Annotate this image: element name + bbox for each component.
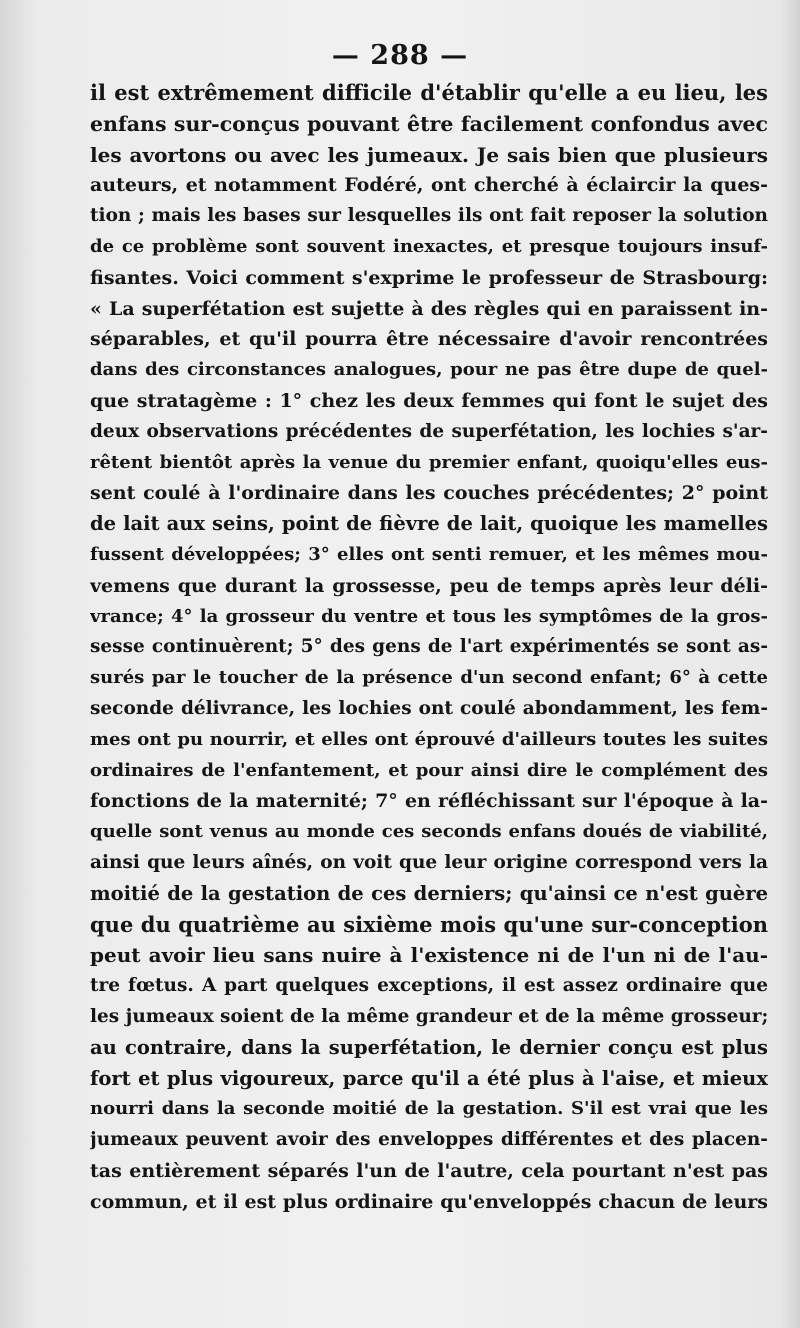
text-line: seconde délivrance, les lochies ont coulé abondamment, les fem- xyxy=(90,697,768,719)
text-line: jumeaux peuvent avoir des enveloppes différentes et des placen- xyxy=(90,1129,768,1151)
body-text xyxy=(90,78,768,1217)
text-line: ordinaires de l'enfantement, et pour ainsi dire le complément des xyxy=(90,759,768,781)
text-line: tas entièrement séparés l'un de l'autre, cela pourtant n'est pas xyxy=(90,1159,768,1182)
text-line: commun, et il est plus ordinaire qu'enveloppés chacun de leurs xyxy=(90,1190,768,1213)
text-line: les jumeaux soient de la même grandeur et de la même grosseur; xyxy=(90,1005,768,1027)
text-line: peut avoir lieu sans nuire à l'existence ni de l'un ni de l'au- xyxy=(90,943,768,968)
text-line: deux observations précédentes de superfétation, les lochies s'ar- xyxy=(90,420,768,442)
text-line: que stratagème : 1° chez les deux femmes qui font le sujet des xyxy=(90,389,768,412)
text-line: séparables, et qu'il pourra être nécessaire d'avoir rencontrées xyxy=(90,328,768,351)
text-line: que du quatrième au sixième mois qu'une sur-conception xyxy=(90,911,768,937)
text-line: « La superfétation est sujette à des règles qui en paraissent in- xyxy=(90,297,768,320)
text-line: moitié de la gestation de ces derniers; qu'ainsi ce n'est guère xyxy=(90,881,768,905)
text-line: sent coulé à l'ordinaire dans les couches précédentes; 2° point xyxy=(90,482,768,505)
text-line: mes ont pu nourrir, et elles ont éprouvé d'ailleurs toutes les suites xyxy=(90,728,768,750)
text-line: fussent développées; 3° elles ont senti remuer, et les mêmes mou- xyxy=(90,543,768,565)
text-line: quelle sont venus au monde ces seconds enfans doués de viabilité, xyxy=(90,821,768,843)
text-line: rêtent bientôt après la venue du premier enfant, quoiqu'elles eus- xyxy=(90,451,768,473)
text-line: nourri dans la seconde moitié de la gestation. S'il est vrai que les xyxy=(90,1098,768,1120)
text-line: surés par le toucher de la présence d'un second enfant; 6° à cette xyxy=(90,667,768,689)
text-line: vrance; 4° la grosseur du ventre et tous les symptômes de la gros- xyxy=(90,605,768,627)
text-line: vemens que durant la grossesse, peu de temps après leur déli- xyxy=(90,574,768,597)
text-line: de lait aux seins, point de fièvre de lait, quoique les mamelles xyxy=(90,512,768,536)
text-line: ainsi que leurs aînés, on voit que leur origine correspond vers la xyxy=(90,851,768,873)
text-line: de ce problème sont souvent inexactes, et presque toujours insuf- xyxy=(90,235,768,257)
text-line: auteurs, et notamment Fodéré, ont cherché à éclaircir la ques- xyxy=(90,174,768,197)
text-line: enfans sur-conçus pouvant être facilement confondus avec xyxy=(90,111,768,136)
text-line: il est extrêmement difficile d'établir qu'elle a eu lieu, les xyxy=(90,80,768,105)
text-line: les avortons ou avec les jumeaux. Je sais bien que plusieurs xyxy=(90,142,768,167)
text-line: dans des circonstances analogues, pour ne pas être dupe de quel- xyxy=(90,359,768,381)
text-line: fort et plus vigoureux, parce qu'il a été plus à l'aise, et mieux xyxy=(90,1066,768,1090)
text-line: fisantes. Voici comment s'exprime le professeur de Strasbourg: xyxy=(90,266,768,289)
text-line: tion ; mais les bases sur lesquelles ils ont fait reposer la solution xyxy=(90,205,768,227)
text-line: sesse continuèrent; 5° des gens de l'art expérimentés se sont as- xyxy=(90,636,768,658)
text-line: au contraire, dans la superfétation, le dernier conçu est plus xyxy=(90,1035,768,1059)
page-number: — 288 — xyxy=(331,40,469,71)
text-line: fonctions de la maternité; 7° en réfléchissant sur l'époque à la- xyxy=(90,790,768,813)
text-line: tre fœtus. A part quelques exceptions, il est assez ordinaire que xyxy=(90,975,768,997)
